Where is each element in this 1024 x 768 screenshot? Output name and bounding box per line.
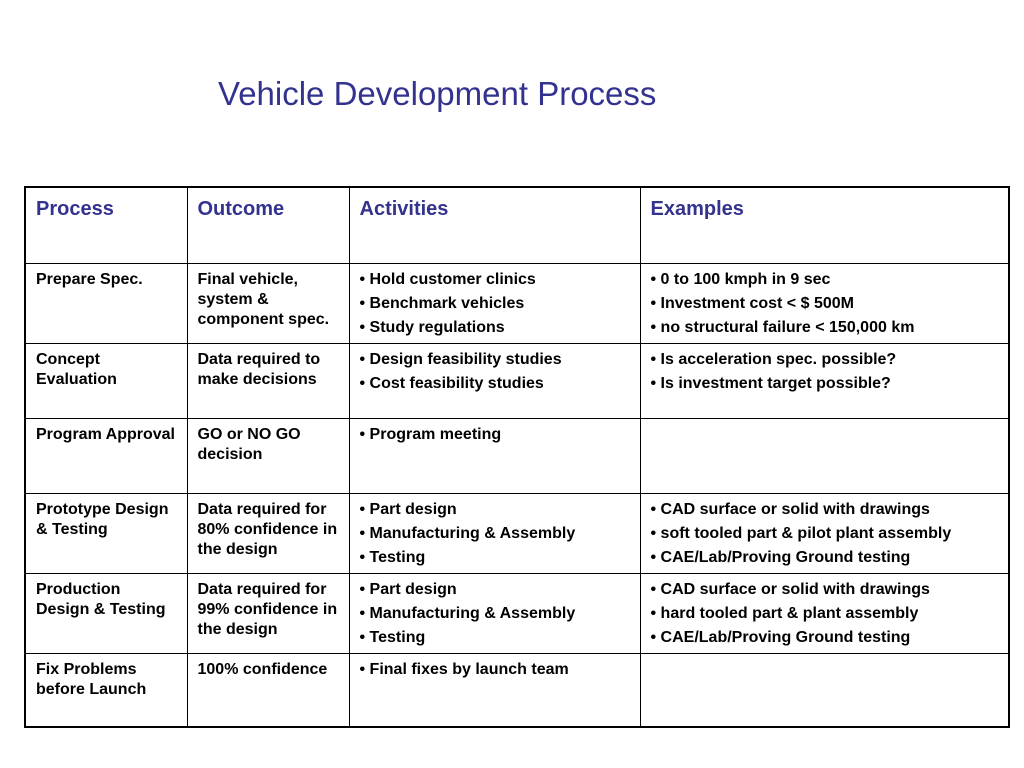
table-row <box>25 493 1009 573</box>
header-outcome: Outcome <box>187 187 349 263</box>
process-table <box>24 186 1010 728</box>
process-text: Prepare Spec. <box>36 270 143 288</box>
outcome-cell <box>187 573 349 653</box>
examples-cell <box>640 573 1009 653</box>
table-row <box>25 653 1009 727</box>
header-activities: Activities <box>349 187 640 263</box>
activity-item: • Cost feasibility studies <box>359 374 544 392</box>
activity-item: • Study regulations <box>359 318 505 336</box>
outcome-text: Data required for 80% confidence in the design <box>197 500 338 558</box>
example-item: • 0 to 100 kmph in 9 sec <box>650 270 831 288</box>
page-title: Vehicle Development Process <box>218 75 657 112</box>
header-process: Process <box>25 187 187 263</box>
example-item: • soft tooled part & pilot plant assembly <box>650 524 952 542</box>
outcome-text: 100% confidence <box>197 660 328 678</box>
table-row <box>25 263 1009 343</box>
table-row <box>25 418 1009 493</box>
example-item: • CAD surface or solid with drawings <box>650 580 930 598</box>
header-examples: Examples <box>640 187 1009 263</box>
activity-item: • Benchmark vehicles <box>359 294 525 312</box>
example-item: • Investment cost < $ 500M <box>650 294 854 312</box>
activities-cell <box>349 263 640 343</box>
examples-cell <box>640 263 1009 343</box>
process-cell <box>25 343 187 418</box>
outcome-cell <box>187 263 349 343</box>
process-text: Fix Problems before Launch <box>36 660 147 698</box>
example-item: • no structural failure < 150,000 km <box>650 318 915 336</box>
example-item: • hard tooled part & plant assembly <box>650 604 919 622</box>
table-row <box>25 573 1009 653</box>
process-cell <box>25 263 187 343</box>
example-item: • Is acceleration spec. possible? <box>650 350 897 368</box>
example-item: • CAD surface or solid with drawings <box>650 500 930 518</box>
activity-item: • Manufacturing & Assembly <box>359 524 576 542</box>
activity-item: • Final fixes by launch team <box>359 660 569 678</box>
process-text: Production Design & Testing <box>36 580 166 618</box>
activities-cell <box>349 418 640 493</box>
outcome-text: Final vehicle, system & component spec. <box>197 270 330 328</box>
activity-item: • Program meeting <box>359 425 502 443</box>
examples-cell <box>640 343 1009 418</box>
examples-cell <box>640 653 1009 727</box>
activity-item: • Testing <box>359 548 426 566</box>
examples-cell <box>640 493 1009 573</box>
example-item: • Is investment target possible? <box>650 374 891 392</box>
activities-cell <box>349 573 640 653</box>
outcome-cell <box>187 493 349 573</box>
activity-item: • Part design <box>359 500 457 518</box>
example-item: • CAE/Lab/Proving Ground testing <box>650 548 911 566</box>
process-text: Program Approval <box>36 425 175 443</box>
process-text: Prototype Design & Testing <box>36 500 169 538</box>
activity-item: • Part design <box>359 580 457 598</box>
process-cell <box>25 418 187 493</box>
activity-item: • Design feasibility studies <box>359 350 562 368</box>
outcome-text: Data required for 99% confidence in the design <box>197 580 338 638</box>
outcome-cell <box>187 343 349 418</box>
process-text: Concept Evaluation <box>36 350 117 388</box>
activities-cell <box>349 343 640 418</box>
process-cell <box>25 493 187 573</box>
examples-cell <box>640 418 1009 493</box>
activity-item: • Manufacturing & Assembly <box>359 604 576 622</box>
activities-cell <box>349 493 640 573</box>
activity-item: • Hold customer clinics <box>359 270 536 288</box>
outcome-cell <box>187 653 349 727</box>
process-cell <box>25 653 187 727</box>
activities-cell <box>349 653 640 727</box>
process-cell <box>25 573 187 653</box>
example-item: • CAE/Lab/Proving Ground testing <box>650 628 911 646</box>
table-row <box>25 343 1009 418</box>
table-header-row <box>25 187 1009 263</box>
outcome-text: Data required to make decisions <box>197 350 321 388</box>
outcome-cell <box>187 418 349 493</box>
outcome-text: GO or NO GO decision <box>197 425 301 463</box>
activity-item: • Testing <box>359 628 426 646</box>
